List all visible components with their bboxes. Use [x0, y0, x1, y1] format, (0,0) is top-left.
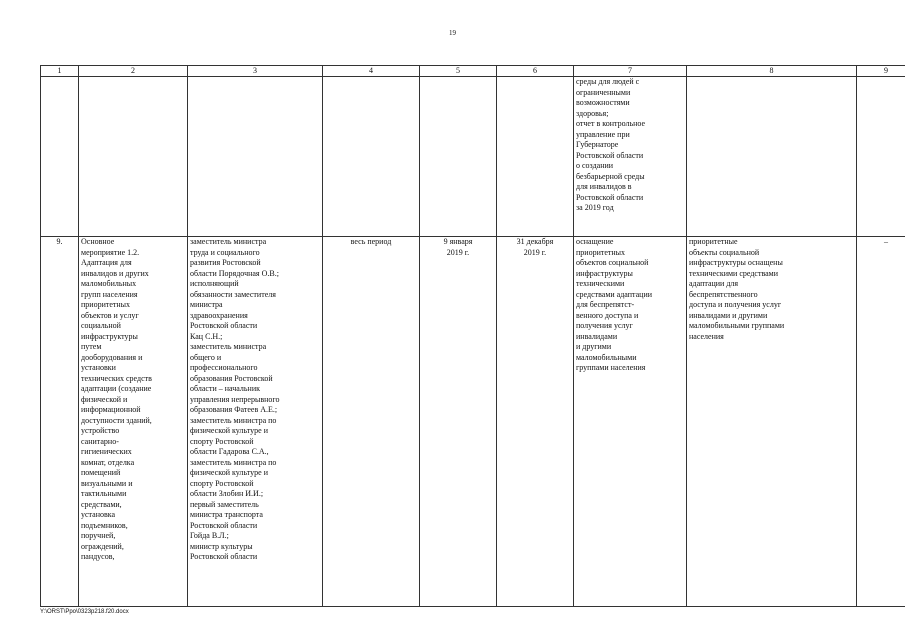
cell-empty	[687, 77, 857, 237]
end-date: 31 декабря 2019 г.	[497, 237, 574, 607]
row-number: 9.	[41, 237, 79, 607]
implementation-period: весь период	[323, 237, 420, 607]
col9-value: –	[857, 237, 905, 607]
column-number-row	[41, 66, 905, 77]
cell-empty	[41, 77, 79, 237]
start-date: 9 января 2019 г.	[420, 237, 497, 607]
col-header-1: 1	[41, 66, 79, 77]
continuation-row	[41, 77, 905, 237]
col-header-8: 8	[687, 66, 857, 77]
col-header-9: 9	[857, 66, 905, 77]
col-header-5: 5	[420, 66, 497, 77]
cell-empty	[420, 77, 497, 237]
cell-empty	[323, 77, 420, 237]
activity-name: Основное мероприятие 1.2. Адаптация для инвалидов и других маломобильных групп населения приоритетных объектов и услуг социальной инфраструктуры путем дооборудования и установки технических средств адаптации (создание физической и информационной доступности зданий, устройство санитарно- гигиенических комнат, отделка помещений визуальными и тактильными средствами, установка подъемников, поручней, ограждений, пандусов,	[79, 237, 188, 607]
continuation-result-text: среды для людей с ограниченными возможностями здоровья; отчет в контрольное управление при Губернаторе Ростовской области о создании безбарьерной среды для инвалидов в Ростовской области за 2019 год	[574, 77, 687, 237]
cell-empty	[497, 77, 574, 237]
cell-empty	[857, 77, 905, 237]
table-row	[41, 237, 905, 607]
program-table	[40, 65, 905, 607]
col-header-6: 6	[497, 66, 574, 77]
responsible-persons: заместитель министра труда и социального развития Ростовской области Порядочная О.В.; исполняющий обязанности заместителя министра здравоохранения Ростовской области Кац С.Н.; заместитель министра общего и профессионального образования Ростовской области – начальник управления непрерывного образования Фатеев А.Е.; заместитель министра по физической культуре и спорту Ростовской области Гадарова С.А., заместитель министра по физической культуре и спорту Ростовской области Злобин И.И.; первый заместитель министра транспорта Ростовской области Гойда В.Л.; министр культуры Ростовской области	[188, 237, 323, 607]
col-header-3: 3	[188, 66, 323, 77]
page-number: 19	[449, 29, 456, 37]
col-header-7: 7	[574, 66, 687, 77]
file-path-footer: Y:\ORST\Ppo\0323p218.f20.docx	[40, 609, 129, 615]
col-header-2: 2	[79, 66, 188, 77]
cell-empty	[188, 77, 323, 237]
col-header-4: 4	[323, 66, 420, 77]
indicator-link: приоритетные объекты социальной инфраструктуры оснащены техническими средствами адаптации для беспрепятственного доступа и получения услуг инвалидами и другими маломобильными группами населения	[687, 237, 857, 607]
expected-result: оснащение приоритетных объектов социальной инфраструктуры техническими средствами адаптации для беспрепятст- венного доступа и получения услуг инвалидами и другими маломобильными группами населения	[574, 237, 687, 607]
cell-empty	[79, 77, 188, 237]
